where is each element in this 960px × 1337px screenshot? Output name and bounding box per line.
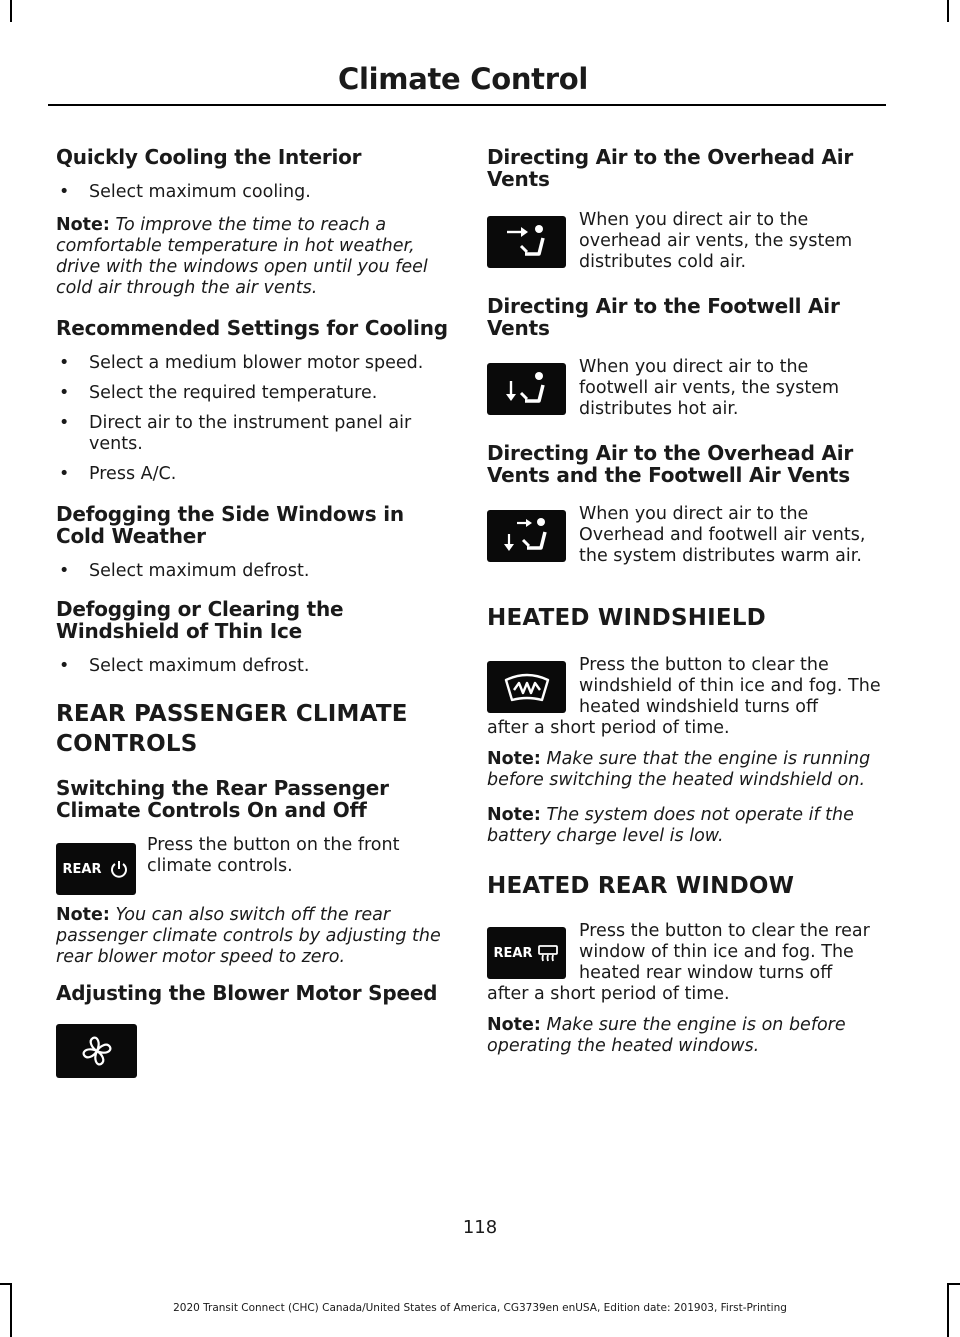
section-heading: Defogging the Side Windows in Cold Weather [56, 502, 404, 548]
bullet-item [56, 182, 448, 203]
bullet-text: Direct air to the instrument panel air vents. [89, 413, 412, 454]
note-text: To improve the time to reach a comfortable temperature in hot weather, drive with the windows open until you feel cold air through the air vents. [56, 215, 428, 298]
chapter-heading [56, 699, 448, 759]
windshield-defrost-icon [502, 670, 552, 704]
crop-mark-bottom-left-h [0, 1283, 12, 1285]
note-label: Note: [487, 749, 541, 769]
bullet-text: Select maximum cooling. [89, 182, 311, 202]
heated-windshield-text-cont: after a short period of time. [487, 718, 730, 738]
note [487, 749, 881, 791]
fan-blades-icon [80, 1034, 114, 1068]
overhead-footwell-vent-text: When you direct air to the Overhead and footwell air vents, the system distributes warm air. [579, 504, 866, 566]
bullet-item [56, 353, 448, 374]
rear-power-button-icon [56, 843, 136, 895]
overhead-footwell-vent-row [487, 504, 881, 567]
chapter-heading-line1: REAR PASSENGER CLIMATE [56, 701, 408, 727]
left-column [56, 146, 448, 1078]
note-label: Note: [487, 1015, 541, 1035]
rear-icon-label: REAR [62, 861, 102, 877]
note-label: Note: [56, 905, 110, 925]
rear-window-icon-label: REAR [493, 945, 533, 961]
overhead-vent-icon [487, 216, 566, 268]
overhead-vent-text: When you direct air to the overhead air vents, the system distributes cold air. [579, 210, 853, 272]
power-icon [109, 859, 129, 879]
page-number: 118 [462, 1217, 498, 1238]
note [56, 215, 448, 299]
bullet-text: Select maximum defrost. [89, 561, 310, 581]
footwell-vent-row [487, 357, 881, 420]
chapter-heading: HEATED WINDSHIELD [487, 605, 766, 631]
bullet-glyph: • [59, 182, 70, 202]
bullet-item [56, 656, 448, 677]
crop-mark-bottom-right-h [947, 1283, 960, 1285]
section-heading: Switching the Rear Passenger Climate Controls On and Off [56, 776, 389, 822]
heated-rear-window-icon [487, 927, 566, 979]
section-heading: Quickly Cooling the Interior [56, 145, 362, 169]
heated-rear-window-text: Press the button to clear the rear window of thin ice and fog. The heated rear window turns off [579, 921, 870, 983]
note [487, 1015, 881, 1057]
footwell-vent-text: When you direct air to the footwell air vents, the system distributes hot air. [579, 357, 840, 419]
note-label: Note: [487, 805, 541, 825]
bullet-item [56, 464, 448, 485]
bullet-glyph: • [59, 464, 70, 484]
heated-windshield-icon [487, 661, 566, 713]
bullet-item [56, 561, 448, 582]
footwell-vent-icon [487, 363, 566, 415]
header-rule [48, 104, 886, 106]
section-heading: Directing Air to the Overhead Air Vents and the Footwell Air Vents [487, 441, 854, 487]
heated-windshield-row [487, 655, 881, 718]
bullet-glyph: • [59, 353, 70, 373]
right-column [487, 146, 881, 1071]
chapter-heading: HEATED REAR WINDOW [487, 873, 795, 899]
note-text: Make sure the engine is on before operating the heated windows. [487, 1015, 846, 1056]
bullet-glyph: • [59, 413, 70, 433]
footwell-airflow-icon [499, 369, 555, 409]
chapter-heading-line2: CONTROLS [56, 731, 198, 757]
section-heading: Recommended Settings for Cooling [56, 316, 448, 340]
page-title: Climate Control [338, 62, 588, 96]
heated-rear-window-row [487, 921, 881, 984]
crop-mark-top-left [10, 0, 12, 22]
edition-footer: 2020 Transit Connect (CHC) Canada/United States of America, CG3739en enUSA, Edition date: 201903, First-Printing [173, 1302, 787, 1314]
rear-power-row [56, 835, 448, 895]
overhead-footwell-airflow-icon [499, 516, 555, 556]
fan-icon [56, 1024, 137, 1078]
note-text: The system does not operate if the battery charge level is low. [487, 805, 854, 846]
heated-windshield-text: Press the button to clear the windshield of thin ice and fog. The heated windshield turns off [579, 655, 881, 717]
crop-mark-top-right [947, 0, 949, 22]
heated-rear-window-text-cont: after a short period of time. [487, 984, 730, 1004]
bullet-item [56, 413, 448, 455]
note [487, 805, 881, 847]
rear-power-text: Press the button on the front climate controls. [147, 835, 400, 876]
bullet-text: Select the required temperature. [89, 383, 378, 403]
bullet-text: Select a medium blower motor speed. [89, 353, 424, 373]
rear-defrost-icon [537, 943, 559, 963]
section-heading: Directing Air to the Footwell Air Vents [487, 294, 840, 340]
section-heading: Adjusting the Blower Motor Speed [56, 981, 438, 1005]
bullet-item [56, 383, 448, 404]
overhead-airflow-icon [499, 222, 555, 262]
section-heading: Directing Air to the Overhead Air Vents [487, 145, 854, 191]
bullet-glyph: • [59, 561, 70, 581]
bullet-glyph: • [59, 383, 70, 403]
section-heading: Defogging or Clearing the Windshield of Thin Ice [56, 597, 344, 643]
bullet-text: Select maximum defrost. [89, 656, 310, 676]
overhead-footwell-vent-icon [487, 510, 566, 562]
note-label: Note: [56, 215, 110, 235]
note [56, 905, 448, 968]
overhead-vent-row [487, 210, 881, 273]
bullet-glyph: • [59, 656, 70, 676]
note-text: You can also switch off the rear passenger climate controls by adjusting the rear blower motor speed to zero. [56, 905, 441, 967]
note-text: Make sure that the engine is running before switching the heated windshield on. [487, 749, 871, 790]
bullet-text: Press A/C. [89, 464, 177, 484]
